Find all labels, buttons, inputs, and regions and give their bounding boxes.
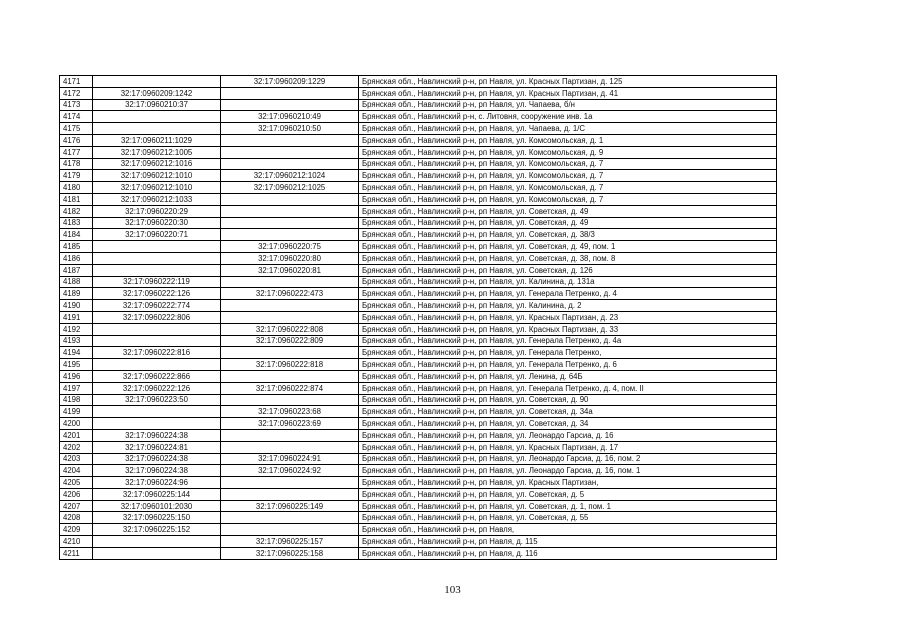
parcel-number-cell xyxy=(93,418,221,430)
address-cell: Брянская обл., Навлинский р-н, рп Навля, ул. Красных Партизан, д. 33 xyxy=(359,323,777,335)
row-number-cell: 4184 xyxy=(60,229,93,241)
address-cell: Брянская обл., Навлинский р-н, рп Навля, ул. Леонардо Гарсиа, д. 16, пом. 2 xyxy=(359,453,777,465)
address-cell: Брянская обл., Навлинский р-н, рп Навля, xyxy=(359,524,777,536)
address-cell: Брянская обл., Навлинский р-н, рп Навля, ул. Комсомольская, д. 7 xyxy=(359,182,777,194)
row-number-cell: 4199 xyxy=(60,406,93,418)
parcel-number-cell: 32:17:0960225:152 xyxy=(93,524,221,536)
address-cell: Брянская обл., Навлинский р-н, рп Навля, ул. Генерала Петренко, д. 4а xyxy=(359,335,777,347)
address-cell: Брянская обл., Навлинский р-н, рп Навля, ул. Комсомольская, д. 1 xyxy=(359,134,777,146)
parcel-number-cell: 32:17:0960223:50 xyxy=(93,394,221,406)
row-number-cell: 4186 xyxy=(60,252,93,264)
parcel-number-cell: 32:17:0960210:37 xyxy=(93,99,221,111)
parcel-number-cell: 32:17:0960212:1005 xyxy=(93,146,221,158)
address-cell: Брянская обл., Навлинский р-н, рп Навля, ул. Красных Партизан, д. 125 xyxy=(359,76,777,88)
row-number-cell: 4208 xyxy=(60,512,93,524)
object-number-cell: 32:17:0960210:49 xyxy=(221,111,359,123)
table-row xyxy=(60,182,777,194)
address-cell: Брянская обл., Навлинский р-н, рп Навля, ул. Комсомольская, д. 9 xyxy=(359,146,777,158)
row-number-cell: 4172 xyxy=(60,87,93,99)
parcel-number-cell: 32:17:0960222:126 xyxy=(93,382,221,394)
address-cell: Брянская обл., Навлинский р-н, рп Навля, ул. Калинина, д. 131а xyxy=(359,276,777,288)
table-row xyxy=(60,370,777,382)
address-cell: Брянская обл., Навлинский р-н, рп Навля, ул. Красных Партизан, д. 17 xyxy=(359,441,777,453)
address-cell: Брянская обл., Навлинский р-н, рп Навля, ул. Советская, д. 34а xyxy=(359,406,777,418)
object-number-cell xyxy=(221,205,359,217)
object-number-cell: 32:17:0960225:149 xyxy=(221,500,359,512)
address-cell: Брянская обл., Навлинский р-н, рп Навля, ул. Советская, д. 49, пом. 1 xyxy=(359,241,777,253)
object-number-cell xyxy=(221,370,359,382)
address-cell: Брянская обл., Навлинский р-н, рп Навля, ул. Советская, д. 126 xyxy=(359,264,777,276)
object-number-cell xyxy=(221,488,359,500)
parcel-number-cell: 32:17:0960222:774 xyxy=(93,300,221,312)
address-cell: Брянская обл., Навлинский р-н, рп Навля, ул. Генерала Петренко, xyxy=(359,347,777,359)
object-number-cell: 32:17:0960225:157 xyxy=(221,536,359,548)
address-cell: Брянская обл., Навлинский р-н, рп Навля, ул. Комсомольская, д. 7 xyxy=(359,170,777,182)
row-number-cell: 4181 xyxy=(60,193,93,205)
table-row xyxy=(60,347,777,359)
parcel-number-cell: 32:17:0960220:30 xyxy=(93,217,221,229)
object-number-cell: 32:17:0960220:81 xyxy=(221,264,359,276)
row-number-cell: 4174 xyxy=(60,111,93,123)
object-number-cell: 32:17:0960223:68 xyxy=(221,406,359,418)
parcel-number-cell: 32:17:0960212:1016 xyxy=(93,158,221,170)
object-number-cell: 32:17:0960222:808 xyxy=(221,323,359,335)
table-body xyxy=(60,76,777,560)
parcel-number-cell: 32:17:0960209:1242 xyxy=(93,87,221,99)
table-row xyxy=(60,359,777,371)
table-row xyxy=(60,217,777,229)
object-number-cell xyxy=(221,429,359,441)
object-number-cell: 32:17:0960209:1229 xyxy=(221,76,359,88)
object-number-cell: 32:17:0960222:818 xyxy=(221,359,359,371)
table-row xyxy=(60,477,777,489)
parcel-number-cell: 32:17:0960101:2030 xyxy=(93,500,221,512)
object-number-cell: 32:17:0960220:75 xyxy=(221,241,359,253)
parcel-number-cell: 32:17:0960224:81 xyxy=(93,441,221,453)
address-cell: Брянская обл., Навлинский р-н, с. Литовня, сооружение инв. 1а xyxy=(359,111,777,123)
table-row xyxy=(60,406,777,418)
parcel-number-cell: 32:17:0960212:1010 xyxy=(93,182,221,194)
table-row xyxy=(60,134,777,146)
table-row xyxy=(60,276,777,288)
row-number-cell: 4209 xyxy=(60,524,93,536)
table-row xyxy=(60,547,777,559)
address-cell: Брянская обл., Навлинский р-н, рп Навля, ул. Чапаева, б/н xyxy=(359,99,777,111)
parcel-number-cell: 32:17:0960220:29 xyxy=(93,205,221,217)
row-number-cell: 4175 xyxy=(60,123,93,135)
table-row xyxy=(60,536,777,548)
row-number-cell: 4204 xyxy=(60,465,93,477)
table-row xyxy=(60,335,777,347)
parcel-number-cell: 32:17:0960224:38 xyxy=(93,453,221,465)
table-row xyxy=(60,465,777,477)
row-number-cell: 4194 xyxy=(60,347,93,359)
parcel-number-cell xyxy=(93,536,221,548)
object-number-cell: 32:17:0960223:69 xyxy=(221,418,359,430)
object-number-cell xyxy=(221,441,359,453)
row-number-cell: 4211 xyxy=(60,547,93,559)
table-row xyxy=(60,146,777,158)
row-number-cell: 4205 xyxy=(60,477,93,489)
parcel-number-cell: 32:17:0960225:144 xyxy=(93,488,221,500)
object-number-cell: 32:17:0960212:1024 xyxy=(221,170,359,182)
row-number-cell: 4203 xyxy=(60,453,93,465)
row-number-cell: 4182 xyxy=(60,205,93,217)
parcel-number-cell xyxy=(93,264,221,276)
object-number-cell xyxy=(221,99,359,111)
address-cell: Брянская обл., Навлинский р-н, рп Навля, ул. Советская, д. 34 xyxy=(359,418,777,430)
parcel-number-cell xyxy=(93,323,221,335)
parcel-number-cell: 32:17:0960222:126 xyxy=(93,288,221,300)
object-number-cell: 32:17:0960220:80 xyxy=(221,252,359,264)
row-number-cell: 4183 xyxy=(60,217,93,229)
row-number-cell: 4185 xyxy=(60,241,93,253)
parcel-number-cell: 32:17:0960222:806 xyxy=(93,311,221,323)
table-row xyxy=(60,264,777,276)
parcel-number-cell xyxy=(93,406,221,418)
object-number-cell xyxy=(221,193,359,205)
row-number-cell: 4180 xyxy=(60,182,93,194)
row-number-cell: 4173 xyxy=(60,99,93,111)
table-row xyxy=(60,382,777,394)
parcel-number-cell: 32:17:0960225:150 xyxy=(93,512,221,524)
address-cell: Брянская обл., Навлинский р-н, рп Навля, ул. Чапаева, д. 1/С xyxy=(359,123,777,135)
table-row xyxy=(60,99,777,111)
address-cell: Брянская обл., Навлинский р-н, рп Навля, ул. Леонардо Гарсиа, д. 16, пом. 1 xyxy=(359,465,777,477)
parcel-number-cell: 32:17:0960211:1029 xyxy=(93,134,221,146)
address-cell: Брянская обл., Навлинский р-н, рп Навля, ул. Генерала Петренко, д. 4, пом. II xyxy=(359,382,777,394)
address-cell: Брянская обл., Навлинский р-н, рп Навля, ул. Красных Партизан, xyxy=(359,477,777,489)
row-number-cell: 4179 xyxy=(60,170,93,182)
table-row xyxy=(60,500,777,512)
address-cell: Брянская обл., Навлинский р-н, рп Навля, ул. Советская, д. 5 xyxy=(359,488,777,500)
table-row xyxy=(60,252,777,264)
address-cell: Брянская обл., Навлинский р-н, рп Навля, ул. Ленина, д. 64Б xyxy=(359,370,777,382)
address-cell: Брянская обл., Навлинский р-н, рп Навля, ул. Советская, д. 1, пом. 1 xyxy=(359,500,777,512)
table-row xyxy=(60,300,777,312)
address-cell: Брянская обл., Навлинский р-н, рп Навля, ул. Генерала Петренко, д. 6 xyxy=(359,359,777,371)
table-row xyxy=(60,524,777,536)
address-cell: Брянская обл., Навлинский р-н, рп Навля, д. 116 xyxy=(359,547,777,559)
object-number-cell xyxy=(221,394,359,406)
parcel-number-cell xyxy=(93,547,221,559)
object-number-cell: 32:17:0960224:92 xyxy=(221,465,359,477)
address-cell: Брянская обл., Навлинский р-н, рп Навля, ул. Советская, д. 38/3 xyxy=(359,229,777,241)
parcel-number-cell: 32:17:0960222:816 xyxy=(93,347,221,359)
parcel-number-cell xyxy=(93,241,221,253)
address-cell: Брянская обл., Навлинский р-н, рп Навля, ул. Советская, д. 49 xyxy=(359,205,777,217)
table-row xyxy=(60,123,777,135)
parcel-number-cell: 32:17:0960224:96 xyxy=(93,477,221,489)
parcel-number-cell: 32:17:0960212:1010 xyxy=(93,170,221,182)
object-number-cell: 32:17:0960222:473 xyxy=(221,288,359,300)
object-number-cell xyxy=(221,134,359,146)
row-number-cell: 4206 xyxy=(60,488,93,500)
row-number-cell: 4177 xyxy=(60,146,93,158)
table-row xyxy=(60,111,777,123)
object-number-cell xyxy=(221,146,359,158)
row-number-cell: 4187 xyxy=(60,264,93,276)
parcel-number-cell xyxy=(93,359,221,371)
object-number-cell xyxy=(221,229,359,241)
row-number-cell: 4198 xyxy=(60,394,93,406)
table-row xyxy=(60,76,777,88)
parcel-number-cell: 32:17:0960222:866 xyxy=(93,370,221,382)
address-cell: Брянская обл., Навлинский р-н, рп Навля, ул. Леонардо Гарсиа, д. 16 xyxy=(359,429,777,441)
parcel-number-cell xyxy=(93,335,221,347)
address-cell: Брянская обл., Навлинский р-н, рп Навля, ул. Советская, д. 90 xyxy=(359,394,777,406)
row-number-cell: 4193 xyxy=(60,335,93,347)
row-number-cell: 4189 xyxy=(60,288,93,300)
row-number-cell: 4210 xyxy=(60,536,93,548)
table-row xyxy=(60,158,777,170)
table-row xyxy=(60,205,777,217)
row-number-cell: 4191 xyxy=(60,311,93,323)
object-number-cell xyxy=(221,158,359,170)
address-cell: Брянская обл., Навлинский р-н, рп Навля, ул. Комсомольская, д. 7 xyxy=(359,158,777,170)
row-number-cell: 4196 xyxy=(60,370,93,382)
parcel-number-cell: 32:17:0960224:38 xyxy=(93,465,221,477)
address-cell: Брянская обл., Навлинский р-н, рп Навля, ул. Калинина, д. 2 xyxy=(359,300,777,312)
table-row xyxy=(60,87,777,99)
parcel-number-cell xyxy=(93,123,221,135)
object-number-cell xyxy=(221,87,359,99)
parcel-number-cell xyxy=(93,252,221,264)
row-number-cell: 4195 xyxy=(60,359,93,371)
row-number-cell: 4200 xyxy=(60,418,93,430)
parcel-number-cell: 32:17:0960224:38 xyxy=(93,429,221,441)
object-number-cell: 32:17:0960222:874 xyxy=(221,382,359,394)
table-row xyxy=(60,488,777,500)
object-number-cell: 32:17:0960224:91 xyxy=(221,453,359,465)
parcel-number-cell xyxy=(93,76,221,88)
object-number-cell xyxy=(221,512,359,524)
address-cell: Брянская обл., Навлинский р-н, рп Навля, ул. Генерала Петренко, д. 4 xyxy=(359,288,777,300)
table-row xyxy=(60,453,777,465)
table-row xyxy=(60,241,777,253)
object-number-cell: 32:17:0960212:1025 xyxy=(221,182,359,194)
table-row xyxy=(60,311,777,323)
object-number-cell: 32:17:0960210:50 xyxy=(221,123,359,135)
object-number-cell xyxy=(221,311,359,323)
page-number: 103 xyxy=(444,584,461,596)
table-row xyxy=(60,170,777,182)
object-number-cell xyxy=(221,347,359,359)
table-row xyxy=(60,418,777,430)
cadastral-register-table xyxy=(59,75,777,560)
parcel-number-cell: 32:17:0960222:119 xyxy=(93,276,221,288)
table-row xyxy=(60,193,777,205)
row-number-cell: 4207 xyxy=(60,500,93,512)
row-number-cell: 4202 xyxy=(60,441,93,453)
table-row xyxy=(60,288,777,300)
object-number-cell xyxy=(221,217,359,229)
object-number-cell xyxy=(221,276,359,288)
table-row xyxy=(60,441,777,453)
row-number-cell: 4197 xyxy=(60,382,93,394)
address-cell: Брянская обл., Навлинский р-н, рп Навля, ул. Комсомольская, д. 7 xyxy=(359,193,777,205)
parcel-number-cell xyxy=(93,111,221,123)
row-number-cell: 4178 xyxy=(60,158,93,170)
row-number-cell: 4190 xyxy=(60,300,93,312)
row-number-cell: 4176 xyxy=(60,134,93,146)
table-row xyxy=(60,429,777,441)
object-number-cell xyxy=(221,477,359,489)
table-row xyxy=(60,323,777,335)
table-row xyxy=(60,512,777,524)
address-cell: Брянская обл., Навлинский р-н, рп Навля, ул. Советская, д. 55 xyxy=(359,512,777,524)
object-number-cell xyxy=(221,524,359,536)
address-cell: Брянская обл., Навлинский р-н, рп Навля, ул. Советская, д. 38, пом. 8 xyxy=(359,252,777,264)
object-number-cell: 32:17:0960225:158 xyxy=(221,547,359,559)
row-number-cell: 4192 xyxy=(60,323,93,335)
row-number-cell: 4188 xyxy=(60,276,93,288)
parcel-number-cell: 32:17:0960220:71 xyxy=(93,229,221,241)
address-cell: Брянская обл., Навлинский р-н, рп Навля, ул. Советская, д. 49 xyxy=(359,217,777,229)
address-cell: Брянская обл., Навлинский р-н, рп Навля, ул. Красных Партизан, д. 23 xyxy=(359,311,777,323)
row-number-cell: 4201 xyxy=(60,429,93,441)
object-number-cell xyxy=(221,300,359,312)
address-cell: Брянская обл., Навлинский р-н, рп Навля, ул. Красных Партизан, д. 41 xyxy=(359,87,777,99)
object-number-cell: 32:17:0960222:809 xyxy=(221,335,359,347)
address-cell: Брянская обл., Навлинский р-н, рп Навля, д. 115 xyxy=(359,536,777,548)
table-row xyxy=(60,394,777,406)
table-row xyxy=(60,229,777,241)
parcel-number-cell: 32:17:0960212:1033 xyxy=(93,193,221,205)
row-number-cell: 4171 xyxy=(60,76,93,88)
